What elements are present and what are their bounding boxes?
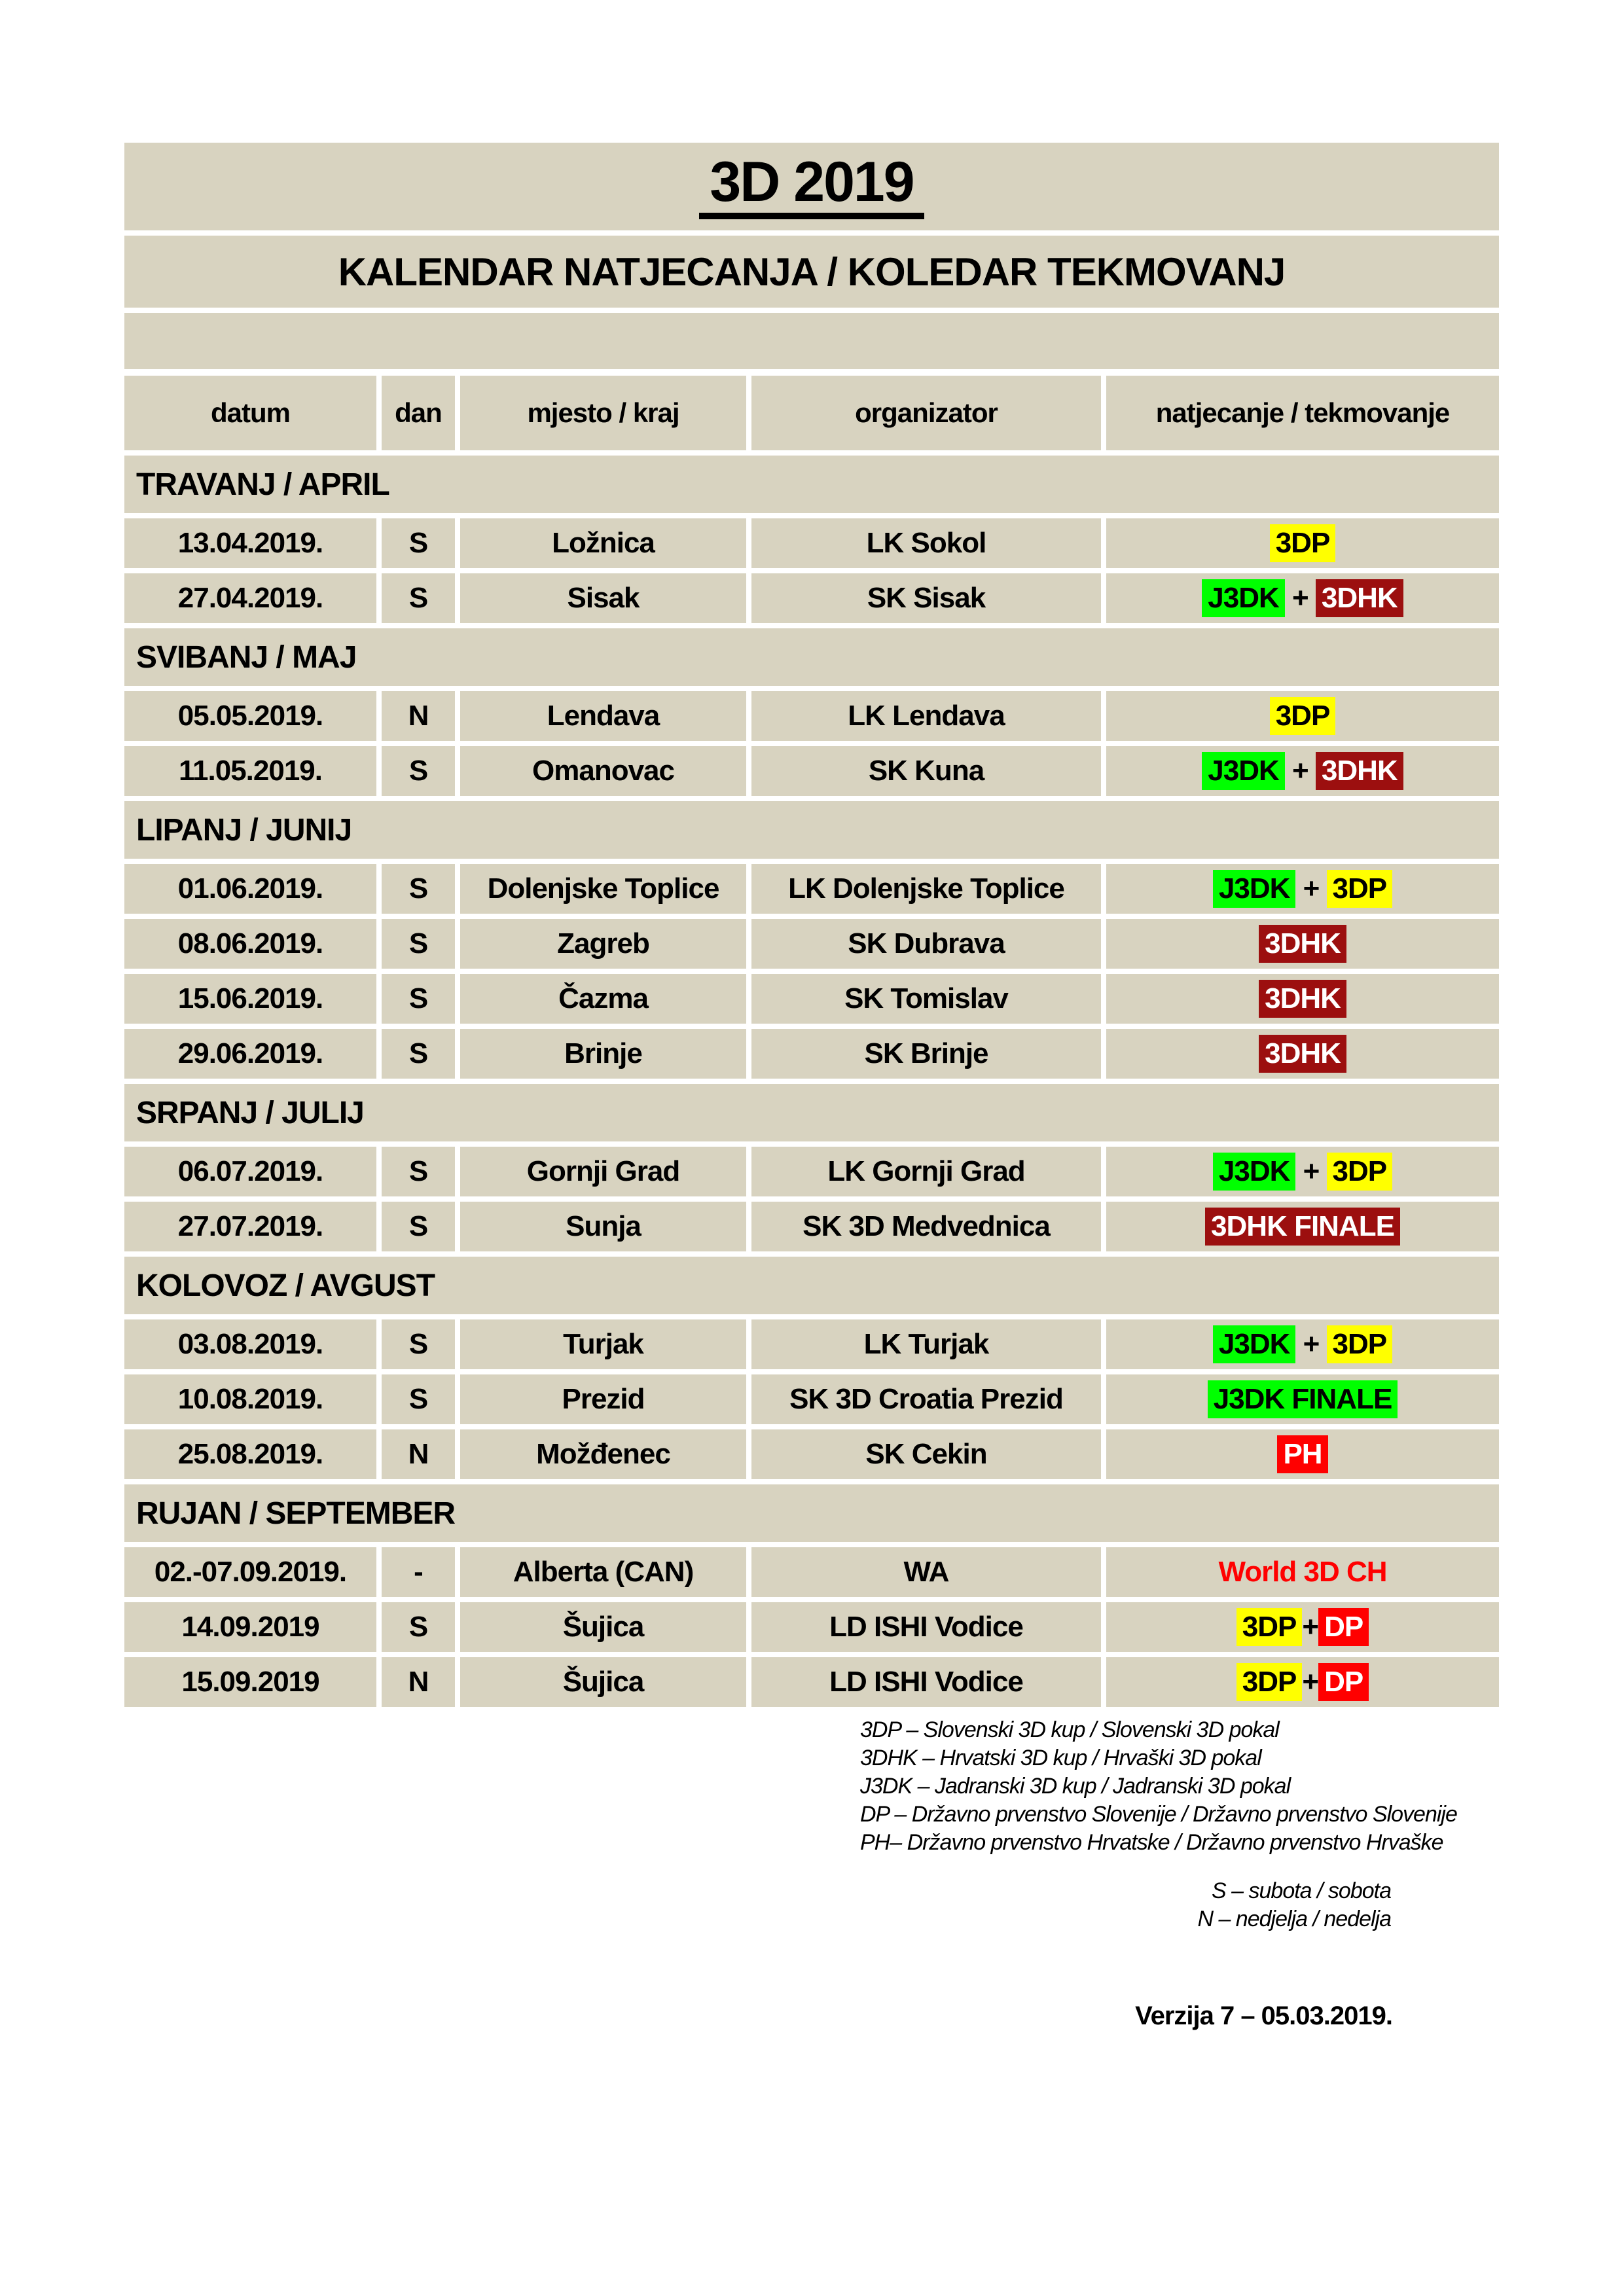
cell-mjesto-kraj: Gornji Grad bbox=[460, 1147, 746, 1196]
table-row bbox=[124, 1374, 1499, 1424]
cell-natjecanje-tekmovanje bbox=[1106, 1657, 1499, 1707]
cell-datum: 13.04.2019. bbox=[124, 518, 376, 568]
table-row bbox=[124, 864, 1499, 914]
page-subtitle: KALENDAR NATJECANJA / KOLEDAR TEKMOVANJ bbox=[338, 249, 1286, 294]
cell-natjecanje-tekmovanje bbox=[1106, 1374, 1499, 1424]
cell-organizator: LK Turjak bbox=[751, 1319, 1101, 1369]
month-header bbox=[124, 1257, 1499, 1314]
cell-datum: 11.05.2019. bbox=[124, 746, 376, 796]
cell-dan: N bbox=[382, 1429, 455, 1479]
cell-organizator: SK Brinje bbox=[751, 1029, 1101, 1079]
competition-badge: 3DP bbox=[1270, 524, 1336, 563]
competition-badge: 3DHK bbox=[1316, 579, 1403, 618]
cell-organizator: SK 3D Medvednica bbox=[751, 1202, 1101, 1251]
legend-line: 3DP – Slovenski 3D kup / Slovenski 3D pokal bbox=[860, 1717, 1279, 1742]
badge-separator: + bbox=[1284, 755, 1316, 787]
competition-badge: 3DP bbox=[1327, 1325, 1393, 1364]
cell-datum: 02.-07.09.2019. bbox=[124, 1547, 376, 1597]
competition-badge: DP bbox=[1318, 1608, 1369, 1647]
cell-datum: 25.08.2019. bbox=[124, 1429, 376, 1479]
cell-datum: 06.07.2019. bbox=[124, 1147, 376, 1196]
calendar-table bbox=[124, 143, 1499, 1712]
cell-datum: 15.09.2019 bbox=[124, 1657, 376, 1707]
month-header-label: TRAVANJ / APRIL bbox=[136, 467, 389, 502]
cell-organizator: LD ISHI Vodice bbox=[751, 1657, 1101, 1707]
cell-organizator: LK Gornji Grad bbox=[751, 1147, 1101, 1196]
cell-dan: S bbox=[382, 518, 455, 568]
competition-badge: World 3D CH bbox=[1218, 1555, 1387, 1588]
column-header-dan: dan bbox=[382, 376, 455, 450]
legend-line: 3DHK – Hrvatski 3D kup / Hrvaški 3D pokal bbox=[860, 1746, 1261, 1770]
competition-badge: 3DP bbox=[1327, 870, 1393, 908]
competition-badge: 3DHK bbox=[1259, 925, 1346, 963]
cell-natjecanje-tekmovanje bbox=[1106, 1547, 1499, 1597]
competition-badge: 3DHK bbox=[1259, 1035, 1346, 1073]
cell-organizator: LK Sokol bbox=[751, 518, 1101, 568]
badge-separator: + bbox=[1284, 582, 1316, 614]
cell-natjecanje-tekmovanje bbox=[1106, 746, 1499, 796]
month-header bbox=[124, 456, 1499, 513]
cell-natjecanje-tekmovanje bbox=[1106, 1029, 1499, 1079]
cell-natjecanje-tekmovanje bbox=[1106, 573, 1499, 623]
cell-mjesto-kraj: Zagreb bbox=[460, 919, 746, 969]
cell-mjesto-kraj: Brinje bbox=[460, 1029, 746, 1079]
cell-mjesto-kraj: Šujica bbox=[460, 1657, 746, 1707]
cell-dan: S bbox=[382, 746, 455, 796]
month-header bbox=[124, 628, 1499, 686]
competition-badge: 3DHK bbox=[1316, 752, 1403, 791]
competition-badge: 3DP bbox=[1327, 1153, 1393, 1191]
competition-badge: 3DP bbox=[1236, 1608, 1303, 1647]
cell-natjecanje-tekmovanje bbox=[1106, 518, 1499, 568]
cell-dan: N bbox=[382, 1657, 455, 1707]
cell-dan: N bbox=[382, 691, 455, 741]
column-header-natjecanje-tekmovanje: natjecanje / tekmovanje bbox=[1106, 376, 1499, 450]
table-row bbox=[124, 691, 1499, 741]
table-row bbox=[124, 1429, 1499, 1479]
month-header-label: KOLOVOZ / AVGUST bbox=[136, 1268, 435, 1303]
cell-dan: S bbox=[382, 1029, 455, 1079]
cell-natjecanje-tekmovanje bbox=[1106, 1602, 1499, 1652]
table-row bbox=[124, 1202, 1499, 1251]
table-sections bbox=[124, 456, 1499, 1707]
competition-badge: J3DK bbox=[1202, 579, 1285, 618]
month-header-label: SVIBANJ / MAJ bbox=[136, 639, 357, 675]
badge-separator: + bbox=[1295, 1155, 1327, 1187]
cell-mjesto-kraj: Čazma bbox=[460, 974, 746, 1024]
cell-dan: S bbox=[382, 919, 455, 969]
cell-mjesto-kraj: Sunja bbox=[460, 1202, 746, 1251]
table-row bbox=[124, 1147, 1499, 1196]
column-header-mjesto-kraj: mjesto / kraj bbox=[460, 376, 746, 450]
cell-organizator: SK Kuna bbox=[751, 746, 1101, 796]
table-row bbox=[124, 1547, 1499, 1597]
legend-line: DP – Državno prvenstvo Slovenije / Državno prvenstvo Slovenije bbox=[860, 1802, 1457, 1827]
cell-organizator: LK Lendava bbox=[751, 691, 1101, 741]
version-note: Verzija 7 – 05.03.2019. bbox=[1135, 2001, 1392, 2030]
month-header-label: RUJAN / SEPTEMBER bbox=[136, 1496, 456, 1531]
competition-badge: 3DHK FINALE bbox=[1205, 1208, 1400, 1246]
competition-badge: 3DHK bbox=[1259, 980, 1346, 1018]
cell-mjesto-kraj: Sisak bbox=[460, 573, 746, 623]
subtitle-band bbox=[124, 236, 1499, 308]
cell-organizator: SK Sisak bbox=[751, 573, 1101, 623]
cell-mjesto-kraj: Ložnica bbox=[460, 518, 746, 568]
day-legend-line: N – nedjelja / nedelja bbox=[1197, 1907, 1391, 1931]
table-row bbox=[124, 1319, 1499, 1369]
badge-separator: + bbox=[1295, 872, 1327, 905]
cell-datum: 10.08.2019. bbox=[124, 1374, 376, 1424]
cell-natjecanje-tekmovanje bbox=[1106, 919, 1499, 969]
badge-separator: + bbox=[1295, 1328, 1327, 1360]
competition-badge: DP bbox=[1318, 1663, 1369, 1702]
cell-mjesto-kraj: Turjak bbox=[460, 1319, 746, 1369]
cell-mjesto-kraj: Dolenjske Toplice bbox=[460, 864, 746, 914]
cell-dan: S bbox=[382, 974, 455, 1024]
cell-dan: S bbox=[382, 1147, 455, 1196]
competition-badge: J3DK bbox=[1213, 870, 1296, 908]
cell-mjesto-kraj: Alberta (CAN) bbox=[460, 1547, 746, 1597]
cell-mjesto-kraj: Šujica bbox=[460, 1602, 746, 1652]
cell-natjecanje-tekmovanje bbox=[1106, 1319, 1499, 1369]
month-header-label: SRPANJ / JULIJ bbox=[136, 1095, 364, 1130]
cell-organizator: SK Cekin bbox=[751, 1429, 1101, 1479]
cell-organizator: SK Tomislav bbox=[751, 974, 1101, 1024]
cell-datum: 29.06.2019. bbox=[124, 1029, 376, 1079]
table-row bbox=[124, 518, 1499, 568]
column-header-organizator: organizator bbox=[751, 376, 1101, 450]
month-header-label: LIPANJ / JUNIJ bbox=[136, 812, 352, 848]
cell-natjecanje-tekmovanje bbox=[1106, 1147, 1499, 1196]
month-header bbox=[124, 1484, 1499, 1542]
spacer-band bbox=[124, 313, 1499, 369]
competition-badge: J3DK bbox=[1213, 1325, 1296, 1364]
cell-datum: 15.06.2019. bbox=[124, 974, 376, 1024]
competition-badge: PH bbox=[1277, 1435, 1327, 1474]
competition-badge: 3DP bbox=[1270, 697, 1336, 736]
cell-organizator: SK Dubrava bbox=[751, 919, 1101, 969]
cell-natjecanje-tekmovanje bbox=[1106, 864, 1499, 914]
cell-datum: 14.09.2019 bbox=[124, 1602, 376, 1652]
table-row bbox=[124, 1602, 1499, 1652]
table-row bbox=[124, 1029, 1499, 1079]
page-title: 3D 2019 bbox=[699, 154, 924, 219]
badge-separator: + bbox=[1302, 1666, 1319, 1698]
cell-dan: S bbox=[382, 1319, 455, 1369]
competition-badge: J3DK FINALE bbox=[1208, 1380, 1398, 1419]
cell-mjesto-kraj: Možđenec bbox=[460, 1429, 746, 1479]
cell-dan: S bbox=[382, 1374, 455, 1424]
cell-datum: 03.08.2019. bbox=[124, 1319, 376, 1369]
cell-natjecanje-tekmovanje bbox=[1106, 1202, 1499, 1251]
competition-legend bbox=[860, 1716, 1457, 1857]
competition-badge: J3DK bbox=[1202, 752, 1285, 791]
cell-natjecanje-tekmovanje bbox=[1106, 1429, 1499, 1479]
column-header-datum: datum bbox=[124, 376, 376, 450]
table-row bbox=[124, 573, 1499, 623]
table-row bbox=[124, 919, 1499, 969]
cell-natjecanje-tekmovanje bbox=[1106, 974, 1499, 1024]
competition-badge: J3DK bbox=[1213, 1153, 1296, 1191]
cell-organizator: LD ISHI Vodice bbox=[751, 1602, 1101, 1652]
table-header-row bbox=[124, 376, 1499, 450]
cell-datum: 01.06.2019. bbox=[124, 864, 376, 914]
table-row bbox=[124, 974, 1499, 1024]
badge-separator: + bbox=[1302, 1611, 1319, 1643]
legend-line: J3DK – Jadranski 3D kup / Jadranski 3D pokal bbox=[860, 1774, 1291, 1799]
cell-datum: 08.06.2019. bbox=[124, 919, 376, 969]
cell-datum: 27.07.2019. bbox=[124, 1202, 376, 1251]
day-legend-line: S – subota / sobota bbox=[1212, 1878, 1391, 1903]
cell-datum: 27.04.2019. bbox=[124, 573, 376, 623]
competition-badge: 3DP bbox=[1236, 1663, 1303, 1702]
cell-organizator: LK Dolenjske Toplice bbox=[751, 864, 1101, 914]
legend-line: PH– Državno prvenstvo Hrvatske / Državno prvenstvo Hrvaške bbox=[860, 1830, 1443, 1855]
title-band bbox=[124, 143, 1499, 230]
cell-dan: S bbox=[382, 573, 455, 623]
cell-mjesto-kraj: Omanovac bbox=[460, 746, 746, 796]
cell-natjecanje-tekmovanje bbox=[1106, 691, 1499, 741]
cell-organizator: WA bbox=[751, 1547, 1101, 1597]
month-header bbox=[124, 1084, 1499, 1141]
cell-dan: S bbox=[382, 1202, 455, 1251]
cell-dan: - bbox=[382, 1547, 455, 1597]
table-row bbox=[124, 1657, 1499, 1707]
cell-dan: S bbox=[382, 1602, 455, 1652]
day-legend bbox=[1197, 1877, 1391, 1933]
cell-organizator: SK 3D Croatia Prezid bbox=[751, 1374, 1101, 1424]
cell-dan: S bbox=[382, 864, 455, 914]
table-row bbox=[124, 746, 1499, 796]
cell-mjesto-kraj: Lendava bbox=[460, 691, 746, 741]
month-header bbox=[124, 801, 1499, 859]
cell-datum: 05.05.2019. bbox=[124, 691, 376, 741]
cell-mjesto-kraj: Prezid bbox=[460, 1374, 746, 1424]
